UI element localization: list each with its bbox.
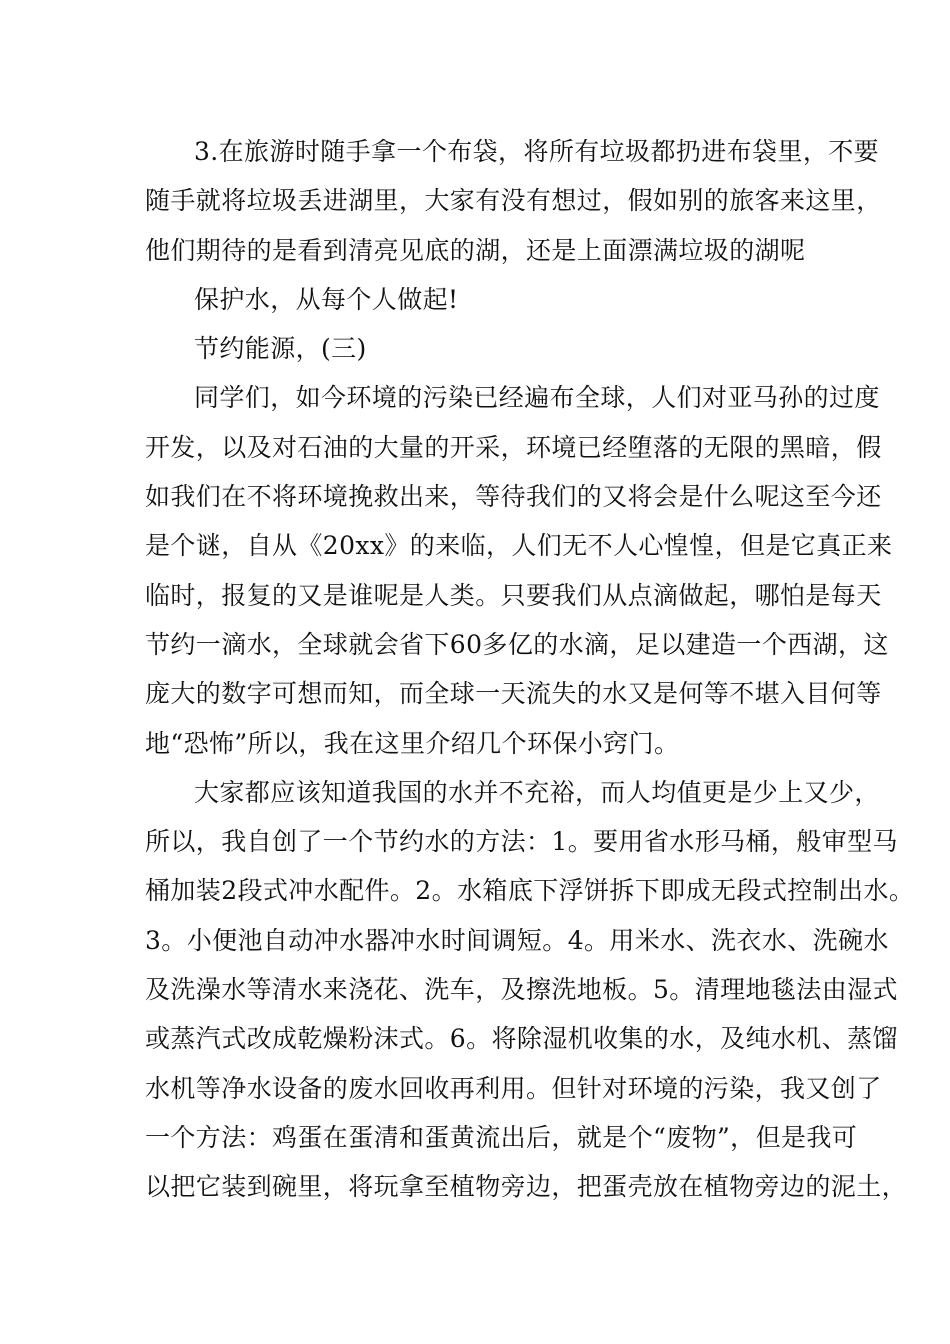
text-line: 是个谜，自从《20xx》的来临，人们无不人心惶惶，但是它真正来 <box>145 531 893 561</box>
text-line: 地“恐怖”所以，我在这里介绍几个环保小窍门。 <box>145 728 680 758</box>
text-line: 3.在旅游时随手拿一个布袋，将所有垃圾都扔进布袋里，不要 <box>194 137 880 166</box>
text-line: 他们期待的是看到清亮见底的湖，还是上面漂满垃圾的湖呢 <box>145 235 806 265</box>
text-line: 如我们在不将环境挽救出来，等待我们的又将会是什么呢这至今还 <box>145 482 882 512</box>
text-line: 临时，报复的又是谁呢是人类。只要我们从点滴做起，哪怕是每天 <box>145 580 882 610</box>
text-line: 随手就将垃圾丢进湖里，大家有没有想过，假如别的旅客来这里， <box>145 186 882 216</box>
text-line: 节约一滴水，全球就会省下60多亿的水滴，足以建造一个西湖，这 <box>145 629 889 659</box>
text-line: 一个方法：鸡蛋在蛋清和蛋黄流出后，就是个“废物”，但是我可 <box>145 1122 858 1152</box>
text-line: 同学们，如今环境的污染已经遍布全球，人们对亚马孙的过度 <box>194 383 880 413</box>
text-line: 3。小便池自动冲水器冲水时间调短。4。用米水、洗衣水、洗碗水 <box>145 925 889 955</box>
section-heading: 节约能源，(三) <box>194 334 367 364</box>
text-line: 大家都应该知道我国的水并不充裕，而人均值更是少上又少， <box>194 777 880 807</box>
text-line: 以把它装到碗里，将玩拿至植物旁边，把蛋壳放在植物旁边的泥土， <box>145 1172 908 1202</box>
text-line: 或蒸汽式改成乾燥粉沫式。6。将除湿机收集的水，及纯水机、蒸馏 <box>145 1024 898 1054</box>
document-body <box>0 127 950 1212</box>
text-line: 及洗澡水等清水来浇花、洗车，及擦洗地板。5。清理地毯法由湿式 <box>145 975 898 1005</box>
text-line: 水机等净水设备的废水回收再利用。但针对环境的污染，我又创了 <box>145 1073 882 1103</box>
text-line: 开发，以及对石油的大量的开采，环境已经堕落的无限的黑暗，假 <box>145 432 882 462</box>
text-line: 桶加装2段式冲水配件。2。水箱底下浮饼拆下即成无段式控制出水。 <box>145 876 915 906</box>
text-line: 保护水，从每个人做起! <box>194 284 459 314</box>
text-line: 庞大的数字可想而知，而全球一天流失的水又是何等不堪入目何等 <box>145 679 882 709</box>
text-line: 所以，我自创了一个节约水的方法：1。要用省水形马桶，般审型马 <box>145 827 898 857</box>
